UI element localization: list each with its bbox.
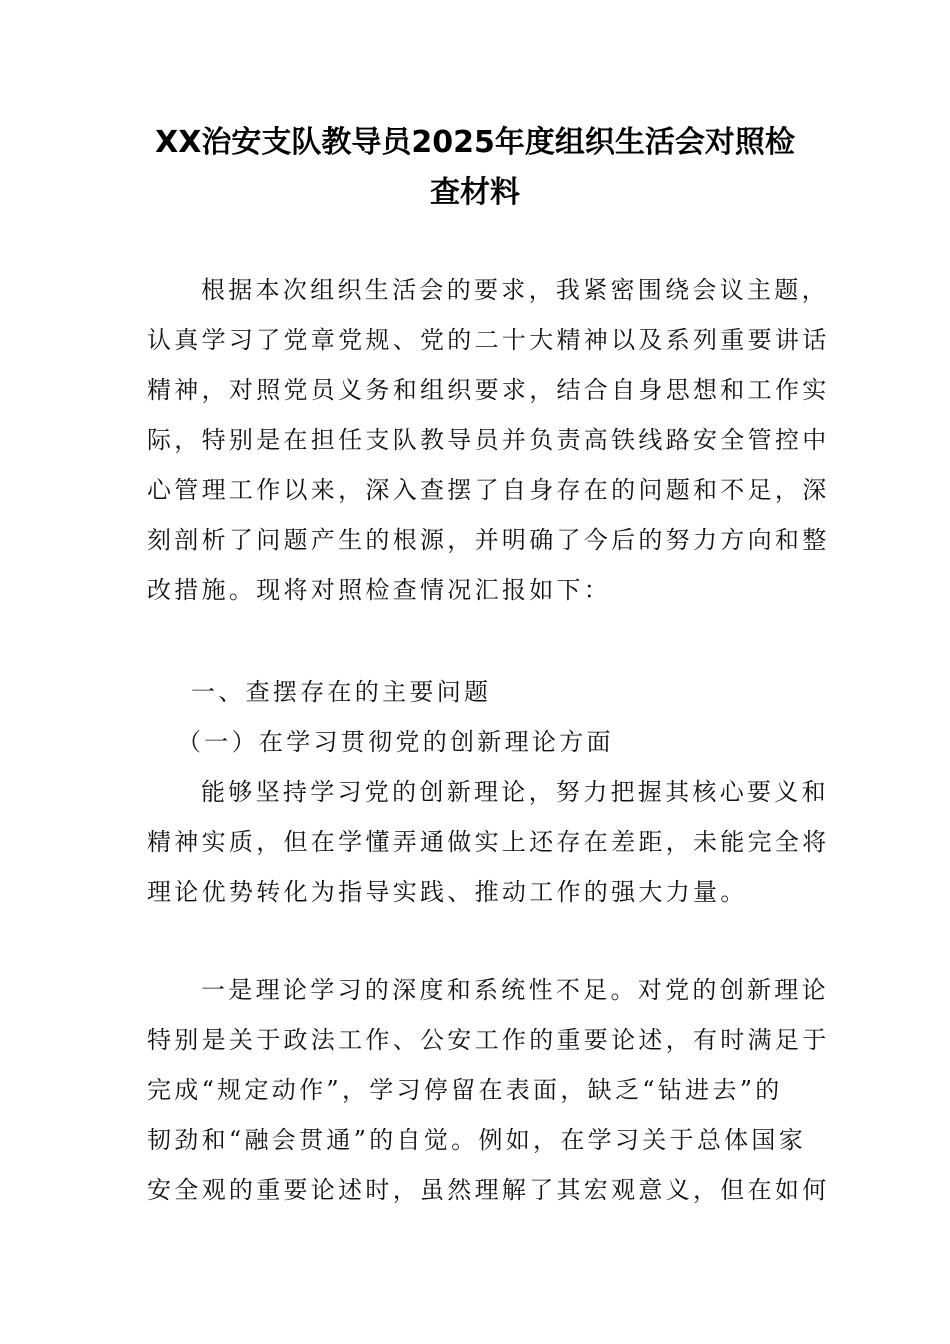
title-line: XX治安支队教导员2025年度组织生活会对照检 (155, 125, 795, 160)
paragraph-line: 安全观的重要论述时，虽然理解了其宏观意义，但在如何 (147, 1176, 830, 1204)
section-1 (147, 667, 830, 917)
paragraph-line: 改措施。现将对照检查情况汇报如下： (147, 576, 612, 604)
paragraph-line: 完成“规定动作”，学习停留在表面，缺乏“钻进去”的 (147, 1076, 783, 1104)
section-heading: 一、查摆存在的主要问题 (191, 678, 492, 706)
section-subheading: （一）在学习贯彻党的创新理论方面 (177, 728, 614, 756)
paragraph-line: 认真学习了党章党规、党的二十大精神以及系列重要讲话 (147, 326, 830, 354)
point-1-paragraph (147, 965, 830, 1215)
paragraph-line: 根据本次组织生活会的要求，我紧密围绕会议主题， (201, 276, 829, 304)
paragraph-line: 刻剖析了问题产生的根源，并明确了今后的努力方向和整 (147, 526, 830, 554)
paragraph-line: 精神，对照党员义务和组织要求，结合自身思想和工作实 (147, 376, 830, 404)
paragraph-line: 一是理论学习的深度和系统性不足。对党的创新理论 (201, 976, 829, 1004)
paragraph-line: 能够坚持学习党的创新理论，努力把握其核心要义和 (201, 778, 829, 806)
paragraph-line: 韧劲和“融会贯通”的自觉。例如，在学习关于总体国家 (147, 1126, 807, 1154)
paragraph-line: 际，特别是在担任支队教导员并负责高铁线路安全管控中 (147, 426, 830, 454)
document-title (100, 118, 850, 218)
title-line: 查材料 (430, 175, 520, 210)
paragraph-line: 精神实质，但在学懂弄通做实上还存在差距，未能完全将 (147, 828, 830, 856)
paragraph-line: 特别是关于政法工作、公安工作的重要论述，有时满足于 (147, 1026, 830, 1054)
intro-paragraph (147, 265, 830, 615)
paragraph-line: 理论优势转化为指导实践、推动工作的强大力量。 (147, 878, 748, 906)
paragraph-line: 心管理工作以来，深入查摆了自身存在的问题和不足，深 (147, 476, 830, 504)
